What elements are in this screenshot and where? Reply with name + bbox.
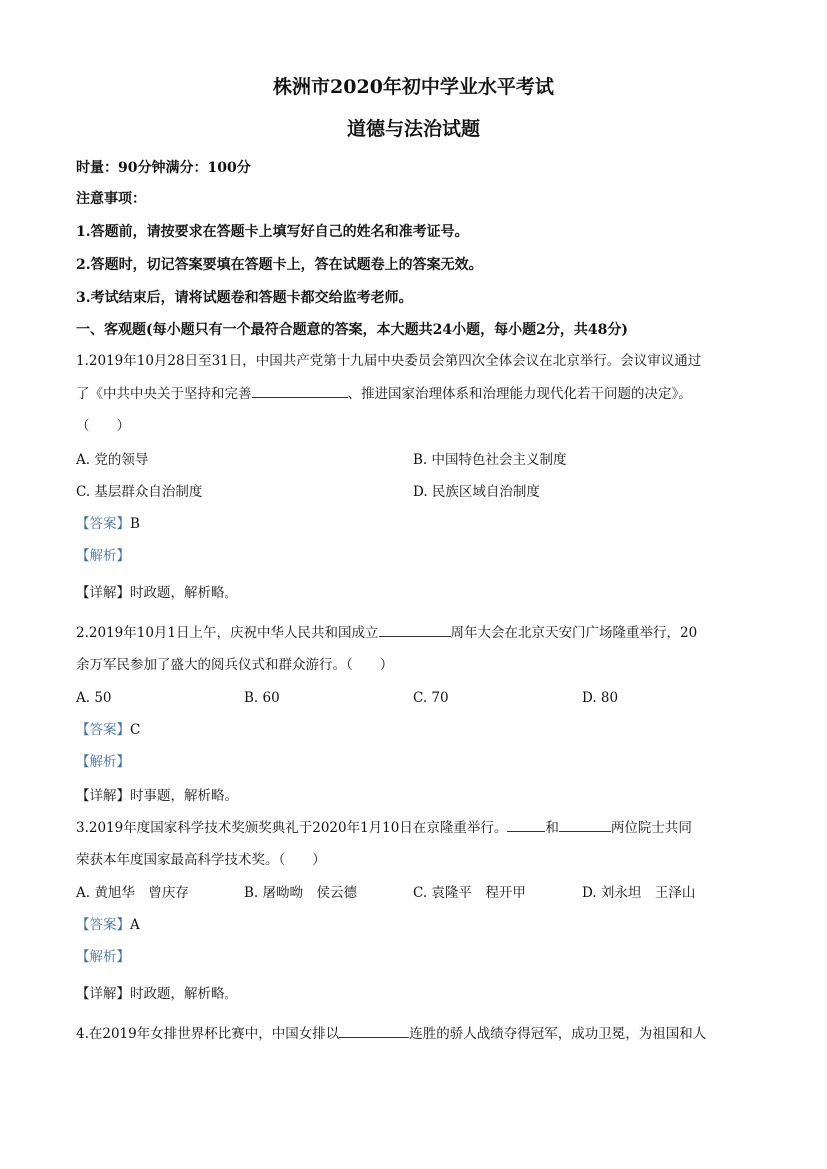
q3-answer-label: 【答案】 <box>76 917 130 933</box>
q2-detail-label: 【详解】 <box>76 788 130 804</box>
q1-answer-label: 【答案】 <box>76 516 130 532</box>
q3-stem-part-b: 和 <box>545 820 559 836</box>
q1-answer <box>76 514 767 534</box>
q1-option-b: B. 中国特色社会主义制度 <box>413 452 567 468</box>
q1-option-c: C. 基层群众自治制度 <box>76 484 203 500</box>
q2-option-a: A. 50 <box>76 690 112 706</box>
q1-detail-text: 时政题，解析略 <box>130 585 225 601</box>
q1-stem-line1: 1.2019年10月28日至31日，中国共产党第十九届中央委员会第四次全体会议在北京举行。会议审议通过 <box>76 353 702 369</box>
q2-stem-part-b: 周年大会在北京天安门广场隆重举行，20 <box>450 625 698 641</box>
q1-stem-part-a: 了《中共中央关于坚持和完善 <box>76 386 252 402</box>
time-score: 时量：90分钟满分：100分 <box>76 160 251 176</box>
q1-answer-value: B <box>130 516 140 532</box>
q2-answer <box>76 720 767 740</box>
q1-detail-label: 【详解】 <box>76 585 130 601</box>
q1-stem-line2 <box>76 384 767 404</box>
exam-subtitle: 道德与法治试题 <box>346 118 480 140</box>
q3-analysis-label: 【解析】 <box>76 949 130 965</box>
q2-answer-label: 【答案】 <box>76 722 130 738</box>
q3-answer <box>76 915 767 935</box>
q2-detail <box>76 786 767 806</box>
q1-option-d: D. 民族区域自治制度 <box>413 484 540 500</box>
note-2: 2.答题时，切记答案要填在答题卡上，答在试题卷上的答案无效。 <box>76 257 483 273</box>
q3-option-b: B. 屠呦呦 侯云德 <box>244 885 358 901</box>
q1-paren: （ ） <box>76 418 130 434</box>
q3-blank-1 <box>507 819 545 832</box>
q2-option-d: D. 80 <box>582 690 619 706</box>
q1-detail-mark: 。 <box>224 587 236 600</box>
note-1: 1.答题前，请按要求在答题卡上填写好自己的姓名和准考证号。 <box>76 224 469 240</box>
q4-stem-line1 <box>76 1024 767 1044</box>
q3-stem-part-a: 3.2019年度国家科学技术奖颁奖典礼于2020年1月10日在京隆重举行。 <box>76 820 508 836</box>
q3-detail-mark: 。 <box>224 988 236 1001</box>
q4-blank <box>339 1025 409 1038</box>
notice-title: 注意事项： <box>76 191 146 207</box>
q3-option-a: A. 黄旭华 曾庆存 <box>76 885 189 901</box>
q2-option-c: C. 70 <box>413 690 449 706</box>
section-heading: 一、客观题(每小题只有一个最符合题意的答案，本大题共24小题，每小题2分，共48分) <box>76 322 628 338</box>
note-3: 3.考试结束后，请将试题卷和答题卡都交给监考老师。 <box>76 290 413 306</box>
q1-detail <box>76 583 767 604</box>
q2-answer-value: C <box>130 722 141 738</box>
q3-option-d: D. 刘永坦 王泽山 <box>582 885 696 901</box>
q1-analysis-label: 【解析】 <box>76 548 130 564</box>
q2-detail-text: 时事题，解析略。 <box>130 788 238 804</box>
q4-stem-part-a: 4.在2019年女排世界杯比赛中，中国女排以 <box>76 1026 340 1042</box>
q3-stem-part-c: 两位院士共同 <box>610 820 692 836</box>
q3-answer-value: A <box>130 917 140 933</box>
q1-stem-part-b: 、推进国家治理体系和治理能力现代化若干问题的决定》。 <box>347 386 692 402</box>
q3-detail-text: 时政题，解析略 <box>130 986 225 1002</box>
q3-option-c: C. 袁隆平 程开甲 <box>413 885 526 901</box>
q2-stem-line1 <box>76 623 767 643</box>
q2-stem-line2: 余万军民参加了盛大的阅兵仪式和群众游行。（ ） <box>76 657 394 673</box>
q1-blank <box>252 385 348 398</box>
q1-option-a: A. 党的领导 <box>76 452 149 468</box>
q3-stem-line2: 荣获本年度国家最高科学技术奖。（ ） <box>76 852 326 868</box>
q3-detail <box>76 984 767 1005</box>
exam-title: 株洲市2020年初中学业水平考试 <box>273 76 554 98</box>
q3-stem-line1 <box>76 818 767 838</box>
q2-option-b: B. 60 <box>244 690 280 706</box>
q2-blank <box>379 624 451 637</box>
q2-stem-part-a: 2.2019年10月1日上午，庆祝中华人民共和国成立 <box>76 625 379 641</box>
q2-analysis-label: 【解析】 <box>76 754 130 770</box>
q3-blank-2 <box>559 819 611 832</box>
q3-detail-label: 【详解】 <box>76 986 130 1002</box>
q4-stem-part-b: 连胜的骄人战绩夺得冠军，成功卫冕，为祖国和人 <box>409 1026 707 1042</box>
